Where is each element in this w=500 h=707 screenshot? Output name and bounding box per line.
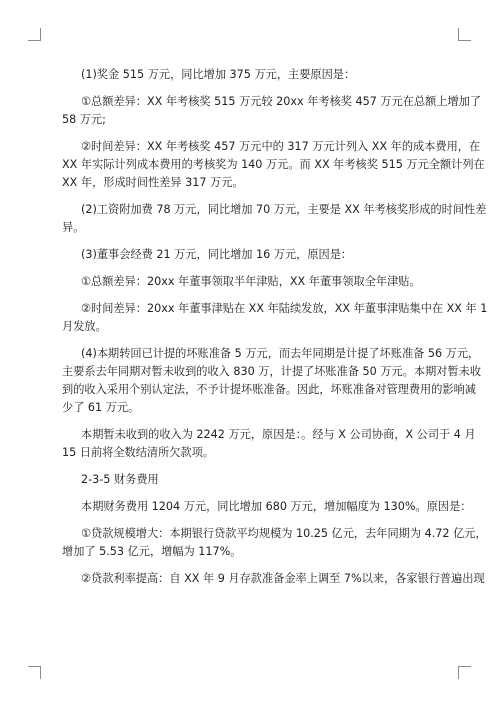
paragraph-spacer [62, 516, 442, 525]
text-line: 少了 61 万元。 [62, 401, 140, 414]
text-line: XX 年，形成时间性差异 317 万元。 [62, 176, 244, 189]
crop-mark-bottom-right [458, 666, 471, 679]
document-body [62, 66, 488, 588]
text-line: 15 日前将全数结清所欠款项。 [62, 446, 215, 459]
paragraph-spacer [62, 129, 442, 138]
paragraph-spacer [62, 84, 442, 93]
text-line: (4)本期转回已计提的坏账准备 5 万元，而去年同期是计提了坏账准备 56 万元， [81, 347, 480, 360]
paragraph-spacer [62, 237, 442, 246]
text-line: (3)董事会经费 21 万元，同比增加 16 万元，原因是： [81, 248, 353, 261]
text-line: 主要系去年同期对暂未收到的收入 830 万，计提了坏账准备 50 万元。本期对暂未收 [62, 365, 482, 378]
paragraph-spacer [62, 264, 442, 273]
text-line: ②时间差异：20xx 年董事津贴在 XX 年陆续发放，XX 年董事津贴集中在 XX 年 1 [81, 302, 488, 315]
crop-mark-top-left [28, 28, 41, 41]
text-line: 本期暂未收到的收入为 2242 万元，原因是：。经与 X 公司协商，X 公司于 4 月 [81, 428, 476, 441]
text-line: 到的收入采用个别认定法，不予计提坏账准备。因此，坏账准备对管理费用的影响减 [62, 383, 476, 396]
crop-mark-top-right [458, 28, 471, 41]
text-line: 2-3-5 财务费用 [81, 473, 159, 486]
text-line: ①贷款规模增大：本期银行贷款平均规模为 10.25 亿元，去年同期为 4.72 亿元， [81, 527, 487, 540]
text-line: ②贷款利率提高：自 XX 年 9 月存款准备金率上调至 7%以来，各家银行普遍出现 [81, 572, 485, 585]
text-line: 月发放。 [62, 320, 107, 333]
text-line: 58 万元; [62, 113, 106, 126]
text-line: 异。 [62, 221, 85, 234]
text-line: (1)奖金 515 万元，同比增加 375 万元，主要原因是： [81, 68, 356, 81]
paragraph-spacer [62, 462, 442, 471]
text-line: ①总额差异：XX 年考核奖 515 万元较 20xx 年考核奖 457 万元在总额上增加了 [81, 95, 482, 108]
text-line: 本期财务费用 1204 万元，同比增加 680 万元，增加幅度为 130%。原因是： [81, 500, 472, 513]
paragraph-spacer [62, 561, 442, 570]
text-line: XX 年实际计列成本费用的考核奖为 140 万元。而 XX 年考核奖 515 万元全额计列在 [62, 158, 485, 171]
paragraph-spacer [62, 417, 442, 426]
paragraph-spacer [62, 291, 442, 300]
text-line: ①总额差异：20xx 年董事领取半年津贴，XX 年董事领取全年津贴。 [81, 275, 421, 288]
text-line: ②时间差异：XX 年考核奖 457 万元中的 317 万元计列入 XX 年的成本费用，在 [81, 140, 481, 153]
crop-mark-bottom-left [28, 666, 41, 679]
text-line: 增加了 5.53 亿元，增幅为 117%。 [62, 545, 242, 558]
paragraph-spacer [62, 489, 442, 498]
paragraph-spacer [62, 336, 442, 345]
text-line: (2)工资附加费 78 万元，同比增加 70 万元，主要是 XX 年考核奖形成的时间性差 [81, 203, 487, 216]
paragraph-spacer [62, 192, 442, 201]
